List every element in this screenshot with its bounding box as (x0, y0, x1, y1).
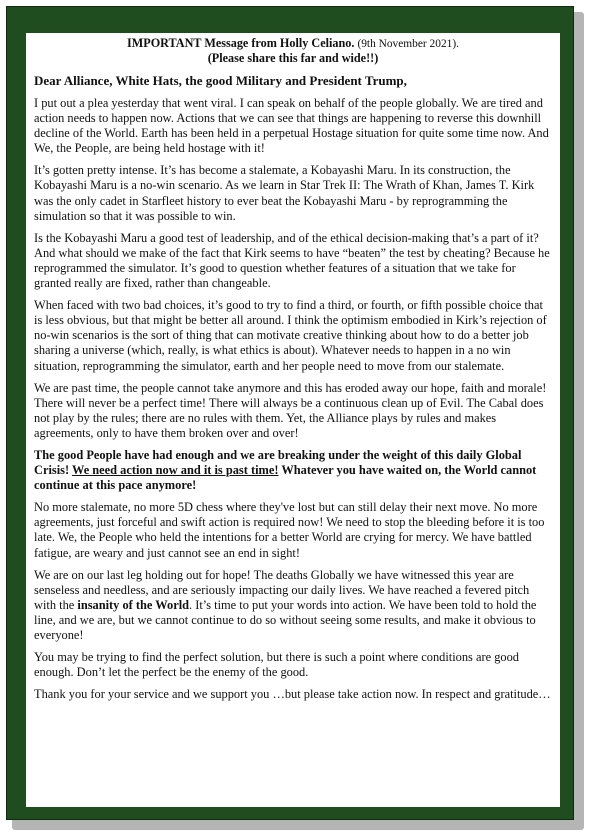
letter-body (26, 33, 560, 807)
paragraph-8-part-1: We are on our last leg holding out for hope! The deaths Globally we have witnessed this year are senseless and needless, and are seriously impacting our daily lives. We have reached a fevered pitch with the (34, 567, 530, 612)
paragraph-6-underlined: We need action now and it is past time! (71, 463, 279, 478)
header-line-1 (34, 36, 552, 51)
paragraph-7: No more stalemate, no more 5D chess where they've lost but can still delay their next move. No more agreements, just forceful and swift action is required now! We need to stop the bleeding before it is too late. We, the People who held the intentions for a better World are crying for mercy. We have battled fatigue, are weary and just cannot see an end in sight! (34, 500, 545, 560)
header-date: (9th November 2021). (357, 38, 459, 50)
paragraph-2: It’s gotten pretty intense. It’s has become a stalemate, a Kobayashi Maru. In its construction, the Kobayashi Maru is a no-win scenario. As we learn in Star Trek II: The Wrath of Khan, James T. Kirk was the only cadet in Starfleet history to ever beat the Kobayashi Maru - by reprogramming the simulation so that it was possible to win. (34, 163, 535, 223)
paragraph-10: Thank you for your service and we support you …but please take action now. In respect and gratitude… (34, 687, 551, 702)
paragraph-9: You may be trying to find the perfect solution, but there is such a point where conditions are good enough. Don’t let the perfect be the enemy of the good. (34, 650, 519, 680)
header-title: IMPORTANT Message from Holly Celiano. (127, 36, 355, 50)
paragraph-8 (34, 568, 552, 643)
paragraph-8-part-3: . It’s time to put your words into action. We have been told to hold the line, and we are, but we cannot continue to do so without seeing some results, and make it obvious to everyone! (34, 597, 537, 642)
paragraph-5: We are past time, the people cannot take anymore and this has eroded away our hope, faith and morale! There will never be a perfect time! There will always be a continuous clean up of Evil. The Cabal does not play by the rules; there are no rules with them. Yet, the Alliance plays by rules and makes agreements, only to have them broken over and over! (34, 380, 547, 440)
header-share: (Please share this far and wide!!) (207, 51, 379, 65)
paragraph-8-bold: insanity of the World (77, 597, 190, 612)
paragraph-6 (34, 448, 552, 493)
paragraph-3: Is the Kobayashi Maru a good test of leadership, and of the ethical decision-making that’s a part of it? And what should we make of the fact that Kirk seems to have “beaten” the test by cheating? Because he reprogrammed the simulator. It’s good to question whether features of a situation that we take for granted really are fixed, rather than changeable. (34, 230, 550, 291)
greeting: Dear Alliance, White Hats, the good Military and President Trump, (34, 73, 407, 88)
letter-header (34, 36, 552, 65)
paragraph-1: I put out a plea yesterday that went viral. I can speak on behalf of the people globally. We are tired and action needs to happen now. Actions that we can see that things are happening to reverse this downhill decline of the World. Earth has been held in a perpetual Hostage situation for quite some time now. And We, the People, are being held hostage with it! (34, 96, 549, 156)
paragraph-6-part-1: The good People have had enough and we are breaking under the weight of this daily Global Crisis! (34, 447, 522, 478)
paragraph-4: When faced with two bad choices, it’s good to try to find a third, or fourth, or fifth possible choice that is less obvious, but that might be better all around. I think the optimism embodied in Kirk’s rejection of no-win scenarios is the sort of thing that can motivate creative thinking about how to do a better job sharing a universe (which, really, is what ethics is about). Whatever needs to happen in a no win situation, reprogramming the simulator, earth and her people need to move from our stalemate. (34, 298, 547, 373)
paragraph-6-part-3: Whatever you have waited on, the World cannot continue at this pace anymore! (34, 463, 537, 493)
